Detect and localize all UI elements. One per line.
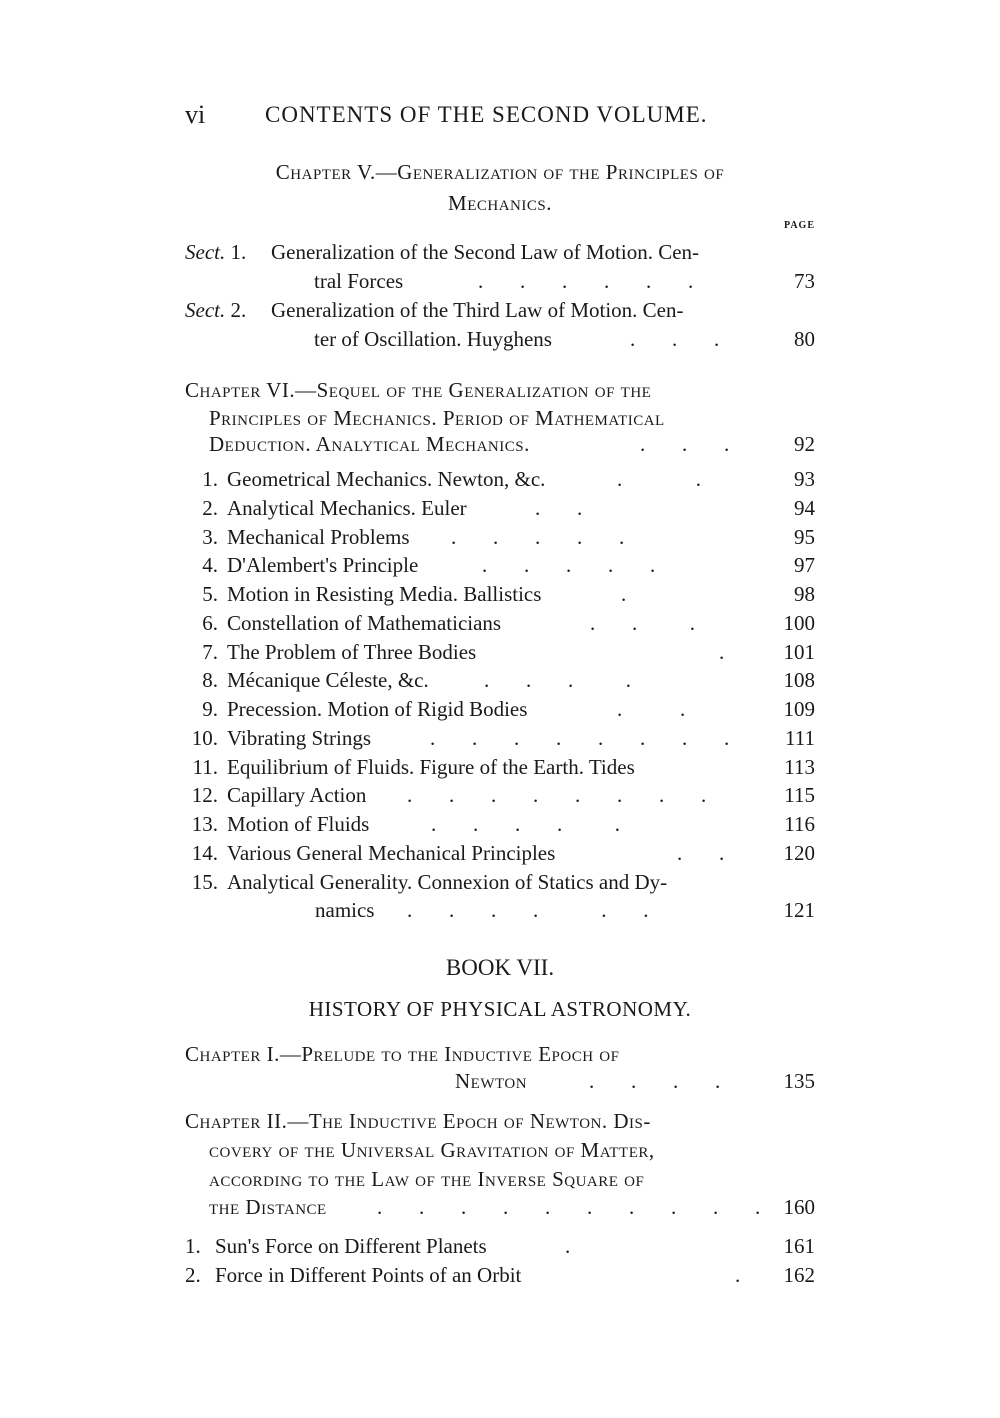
chapter-6-heading-line-3[interactable]	[185, 430, 815, 459]
leader-dots: . .	[677, 841, 725, 865]
leader-dots: .	[719, 640, 725, 664]
leader-dots: . .	[535, 496, 583, 520]
entry-number: 11.	[192, 755, 218, 779]
toc-entry[interactable]	[185, 839, 815, 868]
toc-entry-sect-2[interactable]	[185, 296, 815, 325]
leader-dots: . . . .	[589, 1069, 721, 1093]
toc-entry[interactable]	[185, 695, 815, 724]
toc-entry[interactable]	[185, 1232, 815, 1261]
sect-number: 2.	[230, 298, 247, 322]
running-title: CONTENTS OF THE SECOND VOLUME.	[265, 102, 708, 127]
sect-title-line-1: Generalization of the Third Law of Motion. Cen-	[271, 298, 684, 322]
toc-entry-sect-1-cont[interactable]	[185, 267, 815, 296]
toc-entry[interactable]	[185, 465, 815, 494]
leader-dots: . . . . . .	[478, 269, 694, 293]
book-7-chapter-1-heading-line-1: Chapter I.—Prelude to the Inductive Epoch of	[185, 1042, 620, 1066]
book-subtitle: HISTORY OF PHYSICAL ASTRONOMY.	[308, 997, 692, 1021]
toc-entry[interactable]	[185, 609, 815, 638]
toc-entry-sect-2-cont[interactable]	[185, 325, 815, 354]
entry-title: Force in Different Points of an Orbit	[215, 1263, 522, 1287]
entry-number: 5.	[202, 582, 218, 606]
leader-dots: . .	[617, 467, 701, 491]
entry-title: Equilibrium of Fluids. Figure of the Earth. Tides	[227, 755, 635, 779]
page-number: 73	[794, 269, 815, 293]
page-number: 108	[783, 668, 815, 692]
sect-title-line-2: ter of Oscillation. Huyghens	[314, 327, 552, 351]
entry-title: D'Alembert's Principle	[227, 553, 419, 577]
page-number: 111	[785, 726, 815, 750]
toc-entry-sect-1[interactable]	[185, 238, 815, 267]
book-title: BOOK VII.	[445, 955, 555, 980]
entry-number: 3.	[202, 525, 218, 549]
page-number: 135	[783, 1069, 815, 1093]
entry-title: Geometrical Mechanics. Newton, &c.	[227, 467, 546, 491]
page-number: 80	[794, 327, 815, 351]
entry-number: 2.	[202, 496, 218, 520]
page-number: 94	[794, 496, 815, 520]
toc-entry[interactable]	[185, 781, 815, 810]
chapter-heading-text: the Distance	[209, 1195, 327, 1219]
chapter-6-heading-line-1: Chapter VI.—Sequel of the Generalization of the	[185, 378, 652, 402]
toc-entry[interactable]	[185, 1261, 815, 1290]
page-column-label: PAGE	[783, 220, 815, 231]
toc-entry[interactable]	[185, 523, 815, 552]
toc-entry[interactable]	[185, 580, 815, 609]
sect-title-line-1: Generalization of the Second Law of Motion. Cen-	[271, 240, 700, 264]
chapter-6-heading-text: Deduction. Analytical Mechanics.	[209, 432, 530, 456]
sect-prefix: Sect.	[185, 298, 226, 322]
entry-title: Various General Mechanical Principles	[227, 841, 556, 865]
entry-title: Constellation of Mathematicians	[227, 611, 502, 635]
book-7-chapter-1-heading-line-2[interactable]	[185, 1067, 815, 1096]
chapter-5-heading-line-2: Mechanics.	[448, 191, 552, 215]
page-number: 161	[783, 1234, 815, 1258]
book-7-chapter-2-heading-line-3: according to the Law of the Inverse Square of	[209, 1167, 645, 1191]
entry-title: Motion in Resisting Media. Ballistics	[227, 582, 542, 606]
leader-dots: . .	[617, 697, 686, 721]
page-number: 93	[794, 467, 815, 491]
page-number: 116	[784, 812, 815, 836]
page-number: 101	[783, 640, 815, 664]
book-7-chapter-2-heading-line-1: Chapter II.—The Inductive Epoch of Newton. Dis-	[185, 1109, 651, 1133]
toc-entry[interactable]	[185, 753, 815, 782]
toc-entry[interactable]	[185, 551, 815, 580]
page-number: 109	[783, 697, 815, 721]
entry-title-line-2: namics	[315, 898, 375, 922]
entry-number: 14.	[191, 841, 218, 865]
entry-number: 2.	[185, 1263, 201, 1287]
entry-title: Capillary Action	[227, 783, 367, 807]
toc-entry[interactable]	[185, 638, 815, 667]
leader-dots: .	[621, 582, 627, 606]
entry-number: 4.	[202, 553, 218, 577]
entry-number: 9.	[202, 697, 218, 721]
page-number: 160	[783, 1195, 815, 1219]
leader-dots: .	[735, 1263, 741, 1287]
toc-entry[interactable]	[185, 810, 815, 839]
leader-dots: . . .	[630, 327, 720, 351]
entry-number: 1.	[185, 1234, 201, 1258]
page-number: 120	[783, 841, 815, 865]
entry-title: Motion of Fluids	[227, 812, 370, 836]
leader-dots: . . . . . . . .	[407, 783, 707, 807]
entry-number: 12.	[191, 783, 218, 807]
page-number: 92	[794, 432, 815, 456]
leader-dots: . . . . .	[451, 525, 625, 549]
leader-dots: . . . . .	[431, 812, 620, 836]
entry-title: The Problem of Three Bodies	[227, 640, 477, 664]
leader-dots: . . . .	[484, 668, 631, 692]
leader-dots: . . . . . . . . . .	[377, 1195, 761, 1219]
book-7-chapter-2-heading-line-4[interactable]	[185, 1193, 815, 1222]
leader-dots: . . .	[590, 611, 695, 635]
entry-title: Analytical Mechanics. Euler	[227, 496, 467, 520]
leader-dots: . . . . . .	[407, 898, 649, 922]
leader-dots: .	[565, 1234, 571, 1258]
chapter-5-heading-line-1: Chapter V.—Generalization of the Principles of	[275, 160, 725, 184]
running-head	[185, 100, 745, 134]
entry-title: Vibrating Strings	[227, 726, 371, 750]
sect-title-line-2: tral Forces	[314, 269, 404, 293]
book-7-chapter-2-heading-line-2: covery of the Universal Gravitation of Matter,	[209, 1138, 655, 1162]
page-number: 100	[783, 611, 815, 635]
entry-title: Mécanique Céleste, &c.	[227, 668, 429, 692]
entry-number: 15.	[191, 870, 218, 894]
page-number: 162	[783, 1263, 815, 1287]
entry-title: Sun's Force on Different Planets	[215, 1234, 487, 1258]
chapter-heading-text: Newton	[455, 1069, 528, 1093]
toc-entry[interactable]	[185, 868, 815, 897]
toc-entry-cont[interactable]	[185, 896, 815, 925]
sect-number: 1.	[230, 240, 247, 264]
toc-entry[interactable]	[185, 724, 815, 753]
page-folio: vi	[185, 100, 206, 129]
entry-number: 6.	[202, 611, 218, 635]
entry-title: Analytical Generality. Connexion of Statics and Dy-	[227, 870, 668, 894]
sect-prefix: Sect.	[185, 240, 226, 264]
leader-dots: . . . . .	[482, 553, 656, 577]
chapter-6-heading-line-2: Principles of Mechanics. Period of Mathematical	[209, 406, 665, 430]
page-number: 113	[784, 755, 815, 779]
toc-entry[interactable]	[185, 494, 815, 523]
entry-number: 1.	[202, 467, 218, 491]
entry-number: 10.	[191, 726, 218, 750]
entry-title: Precession. Motion of Rigid Bodies	[227, 697, 528, 721]
leader-dots: . . .	[640, 432, 730, 456]
page-number: 95	[794, 525, 815, 549]
entry-number: 7.	[202, 640, 218, 664]
page-number: 97	[794, 553, 815, 577]
entry-number: 13.	[191, 812, 218, 836]
toc-entry[interactable]	[185, 666, 815, 695]
leader-dots: . . . . . . . .	[430, 726, 730, 750]
page-number: 115	[784, 783, 815, 807]
entry-title: Mechanical Problems	[227, 525, 410, 549]
page-number: 98	[794, 582, 815, 606]
page-number: 121	[783, 898, 815, 922]
entry-number: 8.	[202, 668, 218, 692]
